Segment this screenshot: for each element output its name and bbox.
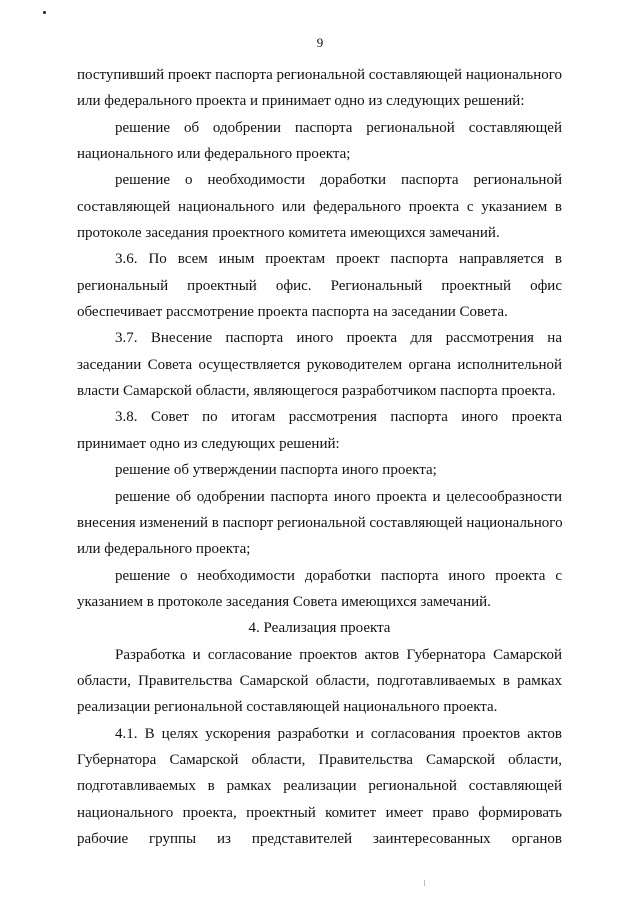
text-line: поступивший проект паспорта региональной составляющей национального xyxy=(77,67,563,83)
text-line: или федерального проекта; xyxy=(77,541,251,558)
body-text xyxy=(77,62,562,852)
page-number: 9 xyxy=(316,35,324,50)
text-line: рабочие группы из представителей заинтересованных органов xyxy=(77,830,562,847)
text-line: 3.8. Совет по итогам рассмотрения паспорта иного проекта xyxy=(115,409,562,426)
section-heading: 4. Реализация проекта xyxy=(248,620,391,637)
text-line: протоколе заседания проектного комитета имеющихся замечаний. xyxy=(77,225,500,242)
text-line: национального или федерального проекта; xyxy=(77,146,351,163)
text-line: решение о необходимости доработки паспорта региональной xyxy=(115,172,562,189)
text-line: 3.7. Внесение паспорта иного проекта для рассмотрения на xyxy=(115,330,562,347)
text-line: национального проекта, проектный комитет имеет право формировать xyxy=(77,804,562,821)
text-line: власти Самарской области, являющегося разработчиком паспорта проекта. xyxy=(77,383,556,400)
text-line: Губернатора Самарской области, Правительства Самарской области, xyxy=(77,751,562,768)
text-line: заседании Совета осуществляется руководителем органа исполнительной xyxy=(77,356,562,373)
text-line: внесения изменений в паспорт региональной составляющей национального xyxy=(77,514,563,531)
text-line: принимает одно из следующих решений: xyxy=(77,435,340,452)
text-line: подготавливаемых в рамках реализации региональной составляющей xyxy=(77,778,562,795)
text-line: 3.6. По всем иным проектам проект паспорта направляется в xyxy=(115,251,562,268)
text-line: решение об одобрении паспорта иного проекта и целесообразности xyxy=(115,488,562,505)
text-line: 4.1. В целях ускорения разработки и согласования проектов актов xyxy=(115,725,562,742)
text-line: Разработка и согласование проектов актов Губернатора Самарской xyxy=(115,646,562,663)
scan-speck xyxy=(424,880,425,886)
text-line: реализации региональной составляющей национального проекта. xyxy=(77,699,498,716)
text-line: составляющей национального или федерального проекта с указанием в xyxy=(77,198,562,215)
text-line: или федерального проекта и принимает одно из следующих решений: xyxy=(77,93,525,110)
text-line: решение о необходимости доработки паспорта иного проекта с xyxy=(115,567,562,584)
scan-mark xyxy=(43,11,46,14)
text-line: решение об утверждении паспорта иного проекта; xyxy=(115,462,437,479)
text-line: обеспечивает рассмотрение проекта паспорта на заседании Совета. xyxy=(77,304,508,321)
text-line: решение об одобрении паспорта региональной составляющей xyxy=(115,119,562,136)
text-line: области, Правительства Самарской области, подготавливаемых в рамках xyxy=(77,672,562,689)
text-line: региональный проектный офис. Региональный проектный офис xyxy=(77,277,562,294)
text-line: указанием в протоколе заседания Совета имеющихся замечаний. xyxy=(77,593,491,610)
